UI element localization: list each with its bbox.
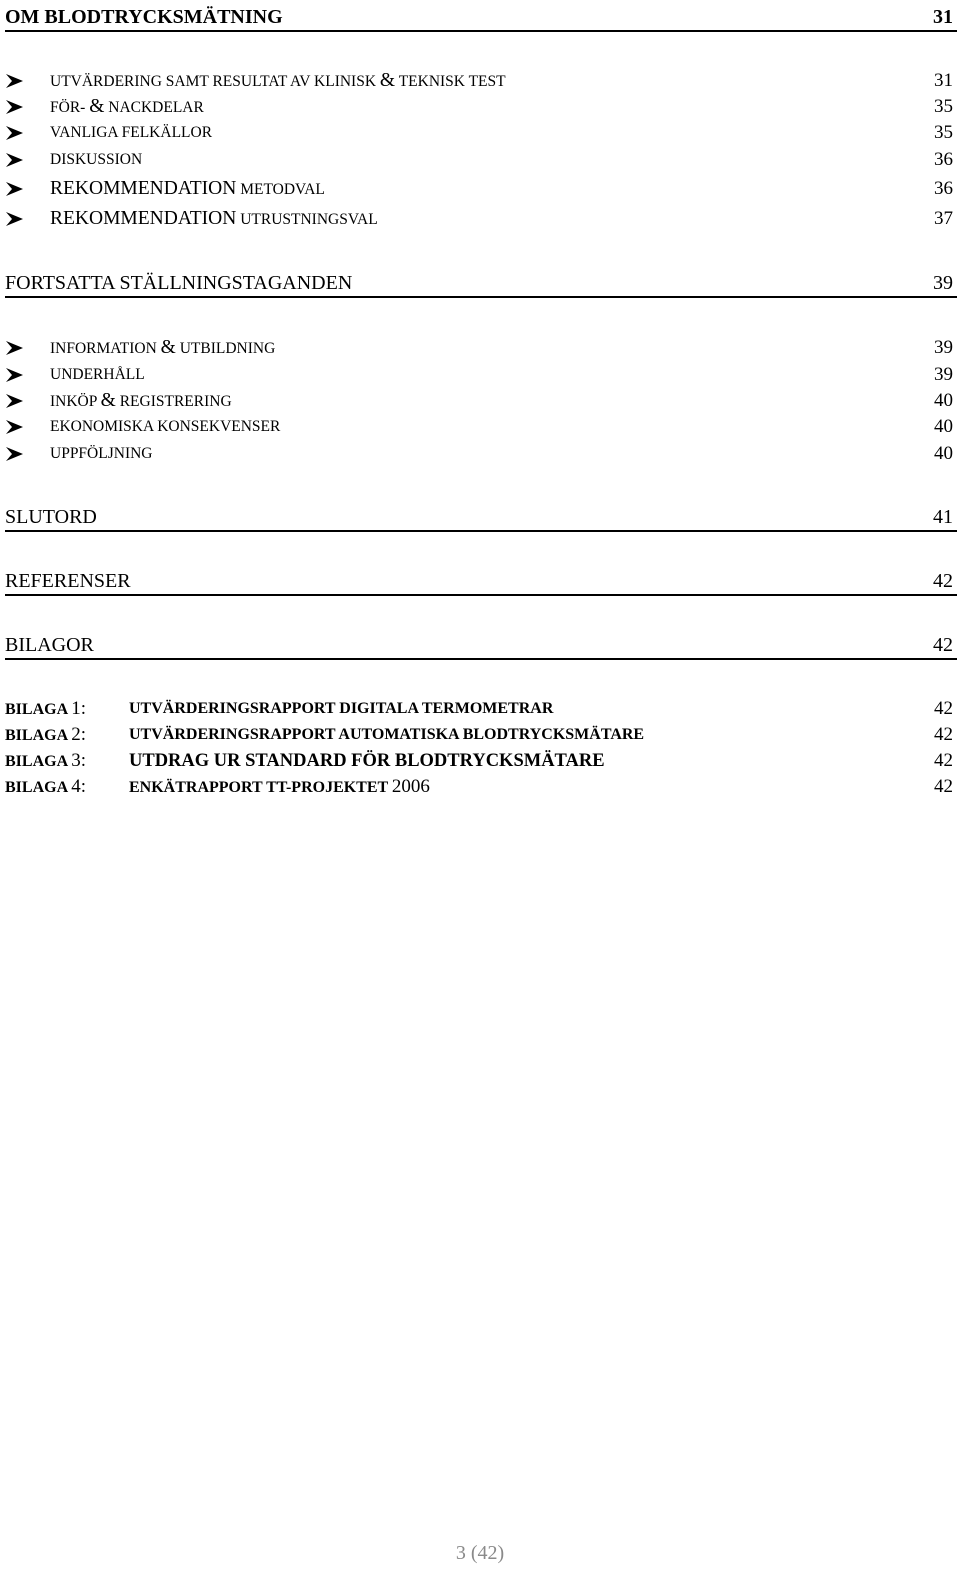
arrow-bullet-icon	[5, 340, 25, 356]
toc-item-page: 35	[934, 122, 953, 143]
toc-item-page: 36	[934, 178, 953, 199]
toc-heading-title: FORTSATTA STÄLLNINGSTAGANDEN	[5, 272, 353, 294]
toc-item	[5, 178, 957, 200]
bilaga-page: 42	[934, 776, 953, 797]
toc-bilaga-row	[5, 723, 957, 747]
arrow-bullet-icon	[5, 367, 25, 383]
page-number-footer: 3 (42)	[455, 1542, 505, 1564]
toc-item-page: 31	[934, 70, 953, 91]
bilaga-title: UTVÄRDERINGSRAPPORT DIGITALA TERMOMETRAR	[129, 700, 554, 717]
toc-item-page: 37	[934, 208, 953, 229]
bilaga-label: BILAGA 3:	[5, 750, 87, 771]
bilaga-label: BILAGA 1:	[5, 698, 87, 719]
toc-item-title: FÖR- & NACKDELAR	[50, 96, 204, 117]
bilaga-label: BILAGA 4:	[5, 776, 87, 797]
bilaga-page: 42	[934, 724, 953, 745]
toc-item-page: 40	[934, 390, 953, 411]
toc-item-title: UNDERHÅLL	[50, 366, 145, 383]
toc-item	[5, 337, 957, 359]
toc-heading-title: BILAGOR	[5, 634, 94, 656]
toc-item	[5, 390, 957, 412]
toc-item-title: VANLIGA FELKÄLLOR	[50, 124, 213, 141]
toc-item-page: 40	[934, 416, 953, 437]
bilaga-page: 42	[934, 750, 953, 771]
toc-item-title: INKÖP & REGISTRERING	[50, 390, 232, 411]
toc-item-page: 35	[934, 96, 953, 117]
toc-heading-title: REFERENSER	[5, 570, 131, 592]
toc-item-title: REKOMMENDATION UTRUSTNINGSVAL	[50, 208, 378, 229]
arrow-bullet-icon	[5, 125, 25, 141]
toc-heading-page: 39	[933, 272, 953, 294]
toc-heading-slutord	[5, 504, 957, 532]
toc-item-title: EKONOMISKA KONSEKVENSER	[50, 418, 281, 435]
toc-item	[5, 149, 957, 171]
toc-bilaga-row	[5, 697, 957, 721]
toc-item-page: 39	[934, 337, 953, 358]
toc-bilaga-row	[5, 749, 957, 773]
toc-item-page: 40	[934, 443, 953, 464]
toc-item-title: UTVÄRDERING SAMT RESULTAT AV KLINISK & TEKNISK TEST	[50, 70, 506, 91]
toc-item	[5, 416, 957, 438]
toc-heading-referenser	[5, 568, 957, 596]
toc-heading-title: OM BLODTRYCKSMÄTNING	[5, 6, 283, 28]
toc-heading-om-blodtrycksmatning	[5, 4, 957, 32]
bilaga-title: UTDRAG UR STANDARD FÖR BLODTRYCKSMÄTARE	[129, 751, 605, 771]
arrow-bullet-icon	[5, 73, 25, 89]
toc-heading-bilagor	[5, 632, 957, 660]
arrow-bullet-icon	[5, 181, 25, 197]
arrow-bullet-icon	[5, 393, 25, 409]
toc-heading-fortsatta	[5, 270, 957, 298]
arrow-bullet-icon	[5, 99, 25, 115]
toc-item-page: 39	[934, 364, 953, 385]
bilaga-page: 42	[934, 698, 953, 719]
toc-item-page: 36	[934, 149, 953, 170]
toc-heading-page: 31	[933, 6, 953, 28]
toc-item-title: REKOMMENDATION METODVAL	[50, 178, 325, 199]
toc-heading-page: 42	[933, 634, 953, 656]
bilaga-label: BILAGA 2:	[5, 724, 87, 745]
bilaga-title: UTVÄRDERINGSRAPPORT AUTOMATISKA BLODTRYCKSMÄTARE	[129, 726, 645, 743]
bilaga-title: ENKÄTRAPPORT TT-PROJEKTET 2006	[129, 776, 430, 797]
toc-heading-page: 41	[933, 506, 953, 528]
toc-item-title: INFORMATION & UTBILDNING	[50, 337, 276, 358]
toc-item	[5, 122, 957, 144]
toc-item	[5, 443, 957, 465]
toc-item	[5, 70, 957, 92]
toc-item-title: DISKUSSION	[50, 151, 143, 168]
toc-heading-page: 42	[933, 570, 953, 592]
arrow-bullet-icon	[5, 211, 25, 227]
arrow-bullet-icon	[5, 152, 25, 168]
toc-item	[5, 364, 957, 386]
toc-item	[5, 208, 957, 230]
arrow-bullet-icon	[5, 446, 25, 462]
toc-page	[5, 0, 957, 1588]
toc-item	[5, 96, 957, 118]
toc-heading-title: SLUTORD	[5, 506, 97, 528]
arrow-bullet-icon	[5, 419, 25, 435]
toc-bilaga-row	[5, 775, 957, 799]
toc-item-title: UPPFÖLJNING	[50, 445, 153, 462]
